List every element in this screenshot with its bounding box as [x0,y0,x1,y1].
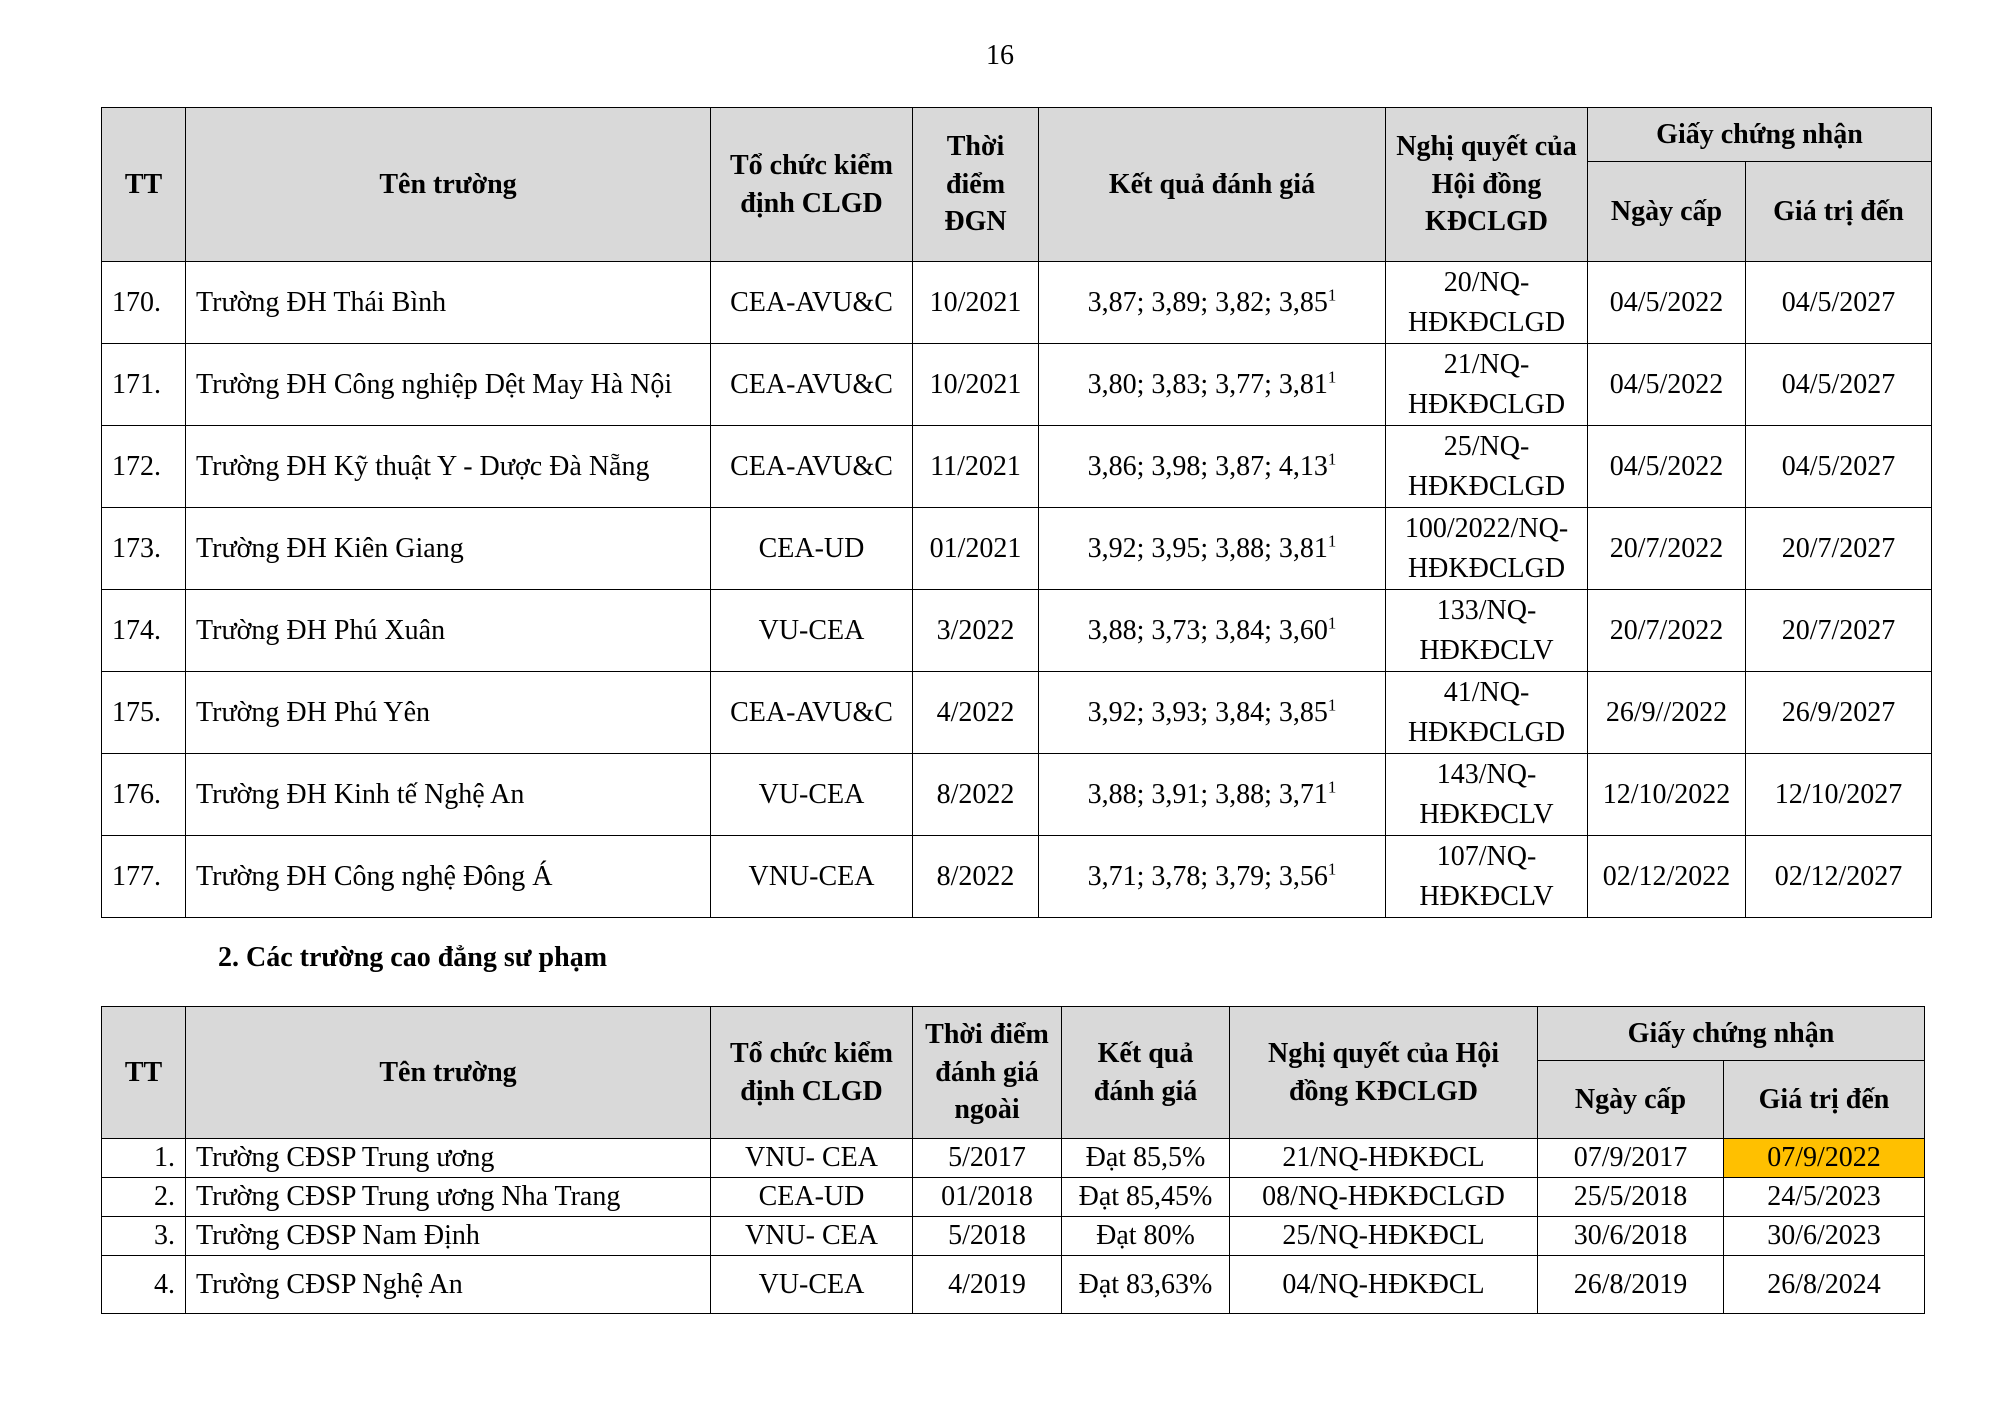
school-name: Trường ĐH Thái Bình [186,262,711,344]
row-number: 172. [102,426,186,508]
valid-until: 26/8/2024 [1724,1256,1925,1314]
evaluation-time: 11/2021 [913,426,1039,508]
accreditation-org: VU-CEA [711,754,913,836]
evaluation-result [1039,426,1386,508]
evaluation-result [1039,754,1386,836]
evaluation-result [1039,262,1386,344]
school-name: Trường CĐSP Trung ương [186,1139,711,1178]
evaluation-result [1039,508,1386,590]
header-gia-tri-den: Giá trị đến [1746,162,1932,262]
table-row [102,590,1932,672]
evaluation-result: Đạt 83,63% [1062,1256,1230,1314]
issue-date: 26/9//2022 [1588,672,1746,754]
header-tt: TT [102,108,186,262]
header-thoi-diem: Thời điểm ĐGN [913,108,1039,262]
row-number: 174. [102,590,186,672]
evaluation-result-value: 3,80; 3,83; 3,77; 3,81 [1087,368,1328,400]
valid-until: 20/7/2027 [1746,508,1932,590]
school-name: Trường ĐH Phú Xuân [186,590,711,672]
council-resolution: 143/NQ-HĐKĐCLV [1386,754,1588,836]
issue-date: 04/5/2022 [1588,426,1746,508]
issue-date: 04/5/2022 [1588,262,1746,344]
evaluation-time: 10/2021 [913,344,1039,426]
accreditation-org: VU-CEA [711,1256,913,1314]
table-row [102,1178,1925,1217]
school-name: Trường ĐH Kiên Giang [186,508,711,590]
council-resolution: 21/NQ-HĐKĐCLGD [1386,344,1588,426]
header-ket-qua: Kết quả đánh giá [1039,108,1386,262]
council-resolution: 25/NQ-HĐKĐCLGD [1386,426,1588,508]
evaluation-result [1039,344,1386,426]
council-resolution: 100/2022/NQ-HĐKĐCLGD [1386,508,1588,590]
table-row [102,262,1932,344]
accreditation-org: VU-CEA [711,590,913,672]
issue-date: 20/7/2022 [1588,590,1746,672]
footnote-marker: 1 [1327,367,1337,387]
council-resolution: 107/NQ-HĐKĐCLV [1386,836,1588,918]
section-title-colleges: 2. Các trường cao đẳng sư phạm [218,942,608,973]
evaluation-result [1039,590,1386,672]
row-number: 171. [102,344,186,426]
accreditation-org: CEA-AVU&C [711,426,913,508]
valid-until: 12/10/2027 [1746,754,1932,836]
row-number: 173. [102,508,186,590]
valid-until: 04/5/2027 [1746,426,1932,508]
school-name: Trường CĐSP Nghệ An [186,1256,711,1314]
header-thoi-diem: Thời điểm đánh giá ngoài [913,1007,1062,1139]
row-number: 2. [102,1178,186,1217]
footnote-marker: 1 [1327,859,1337,879]
council-resolution: 04/NQ-HĐKĐCL [1230,1256,1538,1314]
table-row [102,508,1932,590]
evaluation-result: Đạt 85,5% [1062,1139,1230,1178]
council-resolution: 133/NQ-HĐKĐCLV [1386,590,1588,672]
accreditation-org: CEA-UD [711,1178,913,1217]
issue-date: 04/5/2022 [1588,344,1746,426]
accreditation-org: VNU- CEA [711,1139,913,1178]
header-ngay-cap: Ngày cấp [1588,162,1746,262]
accreditation-org: CEA-AVU&C [711,672,913,754]
evaluation-time: 8/2022 [913,836,1039,918]
valid-until: 24/5/2023 [1724,1178,1925,1217]
header-giay-chung-nhan: Giấy chứng nhận [1588,108,1932,162]
header-to-chuc: Tổ chức kiểm định CLGD [711,1007,913,1139]
evaluation-result-value: 3,88; 3,73; 3,84; 3,60 [1087,614,1328,646]
school-name: Trường ĐH Kinh tế Nghệ An [186,754,711,836]
header-tt: TT [102,1007,186,1139]
valid-until: 04/5/2027 [1746,344,1932,426]
table-row [102,1256,1925,1314]
row-number: 1. [102,1139,186,1178]
table-row [102,754,1932,836]
issue-date: 30/6/2018 [1538,1217,1724,1256]
footnote-marker: 1 [1327,613,1337,633]
issue-date: 02/12/2022 [1588,836,1746,918]
accreditation-org: VNU- CEA [711,1217,913,1256]
evaluation-result-value: 3,88; 3,91; 3,88; 3,71 [1087,778,1328,810]
accreditation-org: VNU-CEA [711,836,913,918]
footnote-marker: 1 [1327,777,1337,797]
evaluation-time: 01/2018 [913,1178,1062,1217]
footnote-marker: 1 [1327,449,1337,469]
evaluation-result [1039,672,1386,754]
school-name: Trường ĐH Công nghiệp Dệt May Hà Nội [186,344,711,426]
table-row [102,1217,1925,1256]
header-ket-qua: Kết quả đánh giá [1062,1007,1230,1139]
evaluation-time: 3/2022 [913,590,1039,672]
school-name: Trường ĐH Công nghệ Đông Á [186,836,711,918]
evaluation-time: 01/2021 [913,508,1039,590]
council-resolution: 25/NQ-HĐKĐCL [1230,1217,1538,1256]
table-row [102,344,1932,426]
valid-until: 07/9/2022 [1724,1139,1925,1178]
issue-date: 07/9/2017 [1538,1139,1724,1178]
accreditation-org: CEA-AVU&C [711,262,913,344]
evaluation-result-value: 3,92; 3,93; 3,84; 3,85 [1087,696,1328,728]
footnote-marker: 1 [1327,531,1337,551]
council-resolution: 41/NQ-HĐKĐCLGD [1386,672,1588,754]
valid-until: 04/5/2027 [1746,262,1932,344]
header-ten-truong: Tên trường [186,1007,711,1139]
evaluation-time: 8/2022 [913,754,1039,836]
evaluation-time: 10/2021 [913,262,1039,344]
evaluation-result-value: 3,71; 3,78; 3,79; 3,56 [1087,860,1328,892]
evaluation-time: 5/2018 [913,1217,1062,1256]
accreditation-org: CEA-UD [711,508,913,590]
row-number: 176. [102,754,186,836]
issue-date: 25/5/2018 [1538,1178,1724,1217]
evaluation-time: 4/2019 [913,1256,1062,1314]
row-number: 170. [102,262,186,344]
table-row [102,426,1932,508]
evaluation-result-value: 3,92; 3,95; 3,88; 3,81 [1087,532,1328,564]
valid-until: 30/6/2023 [1724,1217,1925,1256]
header-ten-truong: Tên trường [186,108,711,262]
header-giay-chung-nhan: Giấy chứng nhận [1538,1007,1925,1061]
evaluation-result-value: 3,86; 3,98; 3,87; 4,13 [1087,450,1328,482]
valid-until: 02/12/2027 [1746,836,1932,918]
table-row [102,836,1932,918]
header-nghi-quyet: Nghị quyết của Hội đồng KĐCLGD [1230,1007,1538,1139]
accreditation-org: CEA-AVU&C [711,344,913,426]
school-name: Trường CĐSP Trung ương Nha Trang [186,1178,711,1217]
evaluation-result: Đạt 80% [1062,1217,1230,1256]
header-nghi-quyet: Nghị quyết của Hội đồng KĐCLGD [1386,108,1588,262]
valid-until: 26/9/2027 [1746,672,1932,754]
accreditation-table-colleges [101,1006,1925,1314]
header-gia-tri-den: Giá trị đến [1724,1061,1925,1139]
row-number: 175. [102,672,186,754]
issue-date: 12/10/2022 [1588,754,1746,836]
school-name: Trường CĐSP Nam Định [186,1217,711,1256]
header-ngay-cap: Ngày cấp [1538,1061,1724,1139]
footnote-marker: 1 [1327,285,1337,305]
evaluation-result [1039,836,1386,918]
school-name: Trường ĐH Kỹ thuật Y - Dược Đà Nẵng [186,426,711,508]
issue-date: 26/8/2019 [1538,1256,1724,1314]
row-number: 3. [102,1217,186,1256]
table-row [102,1139,1925,1178]
table-row [102,672,1932,754]
evaluation-time: 4/2022 [913,672,1039,754]
valid-until: 20/7/2027 [1746,590,1932,672]
accreditation-table-universities [101,107,1932,918]
council-resolution: 21/NQ-HĐKĐCL [1230,1139,1538,1178]
issue-date: 20/7/2022 [1588,508,1746,590]
header-to-chuc: Tổ chức kiểm định CLGD [711,108,913,262]
row-number: 177. [102,836,186,918]
evaluation-result-value: 3,87; 3,89; 3,82; 3,85 [1087,286,1328,318]
council-resolution: 08/NQ-HĐKĐCLGD [1230,1178,1538,1217]
footnote-marker: 1 [1327,695,1337,715]
page-number: 16 [986,40,1014,71]
evaluation-result: Đạt 85,45% [1062,1178,1230,1217]
school-name: Trường ĐH Phú Yên [186,672,711,754]
council-resolution: 20/NQ-HĐKĐCLGD [1386,262,1588,344]
evaluation-time: 5/2017 [913,1139,1062,1178]
row-number: 4. [102,1256,186,1314]
